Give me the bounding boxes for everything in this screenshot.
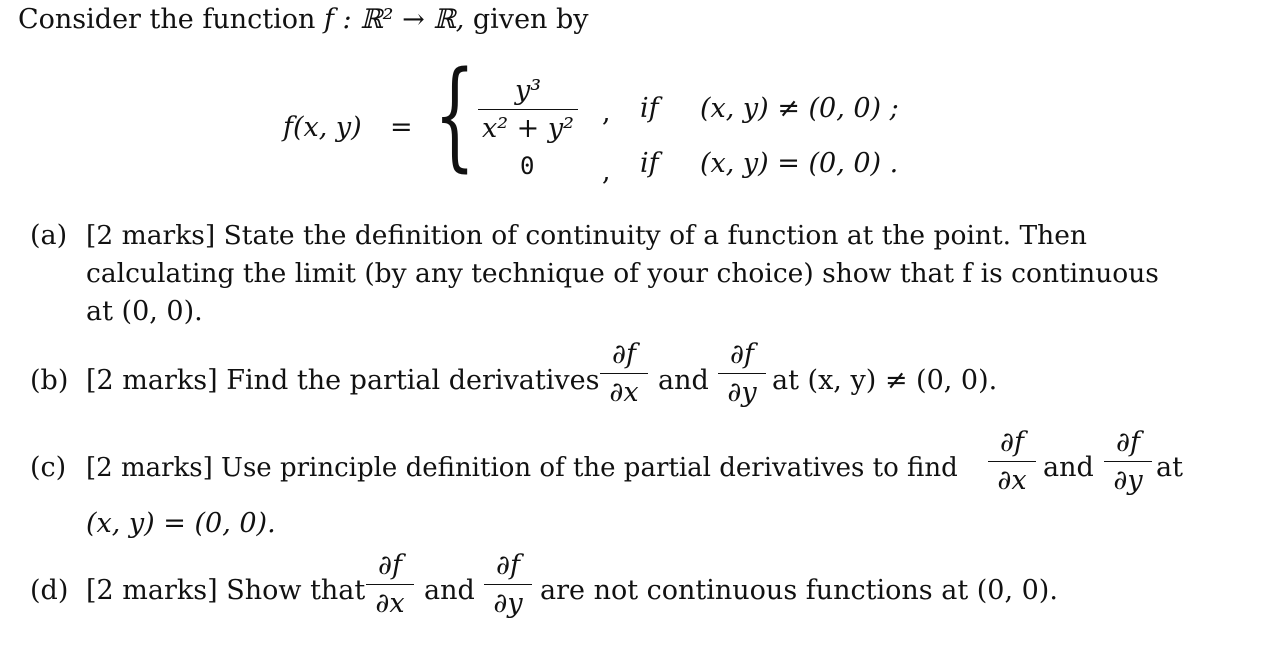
partial-df: ∂f	[378, 550, 402, 581]
fraction-bar	[600, 373, 648, 374]
case2-comma: ,	[602, 156, 611, 187]
case2-if: if	[640, 148, 659, 179]
partial-dx: ∂x	[997, 465, 1027, 496]
partial-df: ∂f	[1000, 427, 1024, 458]
part-c-line2: (x, y) = (0, 0).	[86, 508, 276, 539]
part-a-label: (a)	[30, 220, 68, 251]
case1-fraction	[478, 76, 578, 144]
partial-dy: ∂y	[727, 377, 757, 408]
part-d-label: (d)	[30, 575, 69, 606]
part-d-df-dx	[366, 551, 414, 619]
part-c-and: and	[1043, 452, 1094, 483]
case1-comma: ,	[602, 97, 611, 128]
intro-tail: given by	[472, 4, 589, 35]
part-b-text: [2 marks] Find the partial derivatives	[86, 365, 600, 396]
case2-value: 0	[520, 152, 535, 180]
definition-equals: =	[390, 112, 413, 143]
part-d-df-dy	[484, 551, 532, 619]
part-a-line3: at (0, 0).	[86, 296, 203, 327]
part-d-and: and	[424, 575, 475, 606]
part-c-df-dx	[988, 428, 1036, 496]
fraction-bar	[718, 373, 766, 374]
partial-df: ∂f	[1116, 427, 1140, 458]
fraction-bar	[1104, 461, 1152, 462]
intro-function: f : ℝ² → ℝ,	[323, 4, 465, 35]
part-b-df-dx	[600, 340, 648, 408]
fraction-bar	[478, 109, 578, 110]
part-a-line2: calculating the limit (by any technique of your choice) show that f is continuous	[86, 258, 1159, 289]
fraction-bar	[988, 461, 1036, 462]
partial-df: ∂f	[496, 550, 520, 581]
left-brace: {	[434, 45, 476, 183]
part-b-df-dy	[718, 340, 766, 408]
case1-numerator: y³	[514, 75, 542, 106]
partial-df: ∂f	[730, 339, 754, 370]
definition-lhs: f(x, y)	[283, 112, 362, 143]
part-c-at: at	[1156, 452, 1183, 483]
part-d-tail: are not continuous functions at (0, 0).	[540, 575, 1058, 606]
partial-dy: ∂y	[1113, 465, 1143, 496]
part-c-label: (c)	[30, 452, 67, 483]
part-d-text: [2 marks] Show that	[86, 575, 366, 606]
case1-if: if	[640, 93, 659, 124]
partial-df: ∂f	[612, 339, 636, 370]
partial-dy: ∂y	[493, 588, 523, 619]
part-b-label: (b)	[30, 365, 69, 396]
part-c-df-dy	[1104, 428, 1152, 496]
part-a-line1: [2 marks] State the definition of continuity of a function at the point. Then	[86, 220, 1087, 251]
fraction-bar	[366, 584, 414, 585]
part-b-tail: at (x, y) ≠ (0, 0).	[772, 365, 998, 396]
case1-condition: (x, y) ≠ (0, 0) ;	[700, 93, 899, 124]
intro-line	[18, 4, 589, 36]
part-c-text: [2 marks] Use principle definition of the partial derivatives to find	[86, 453, 958, 483]
partial-dx: ∂x	[375, 588, 405, 619]
part-b-and: and	[658, 365, 709, 396]
intro-text: Consider the function	[18, 4, 316, 35]
case1-denominator: x² + y²	[482, 113, 574, 144]
partial-dx: ∂x	[609, 377, 639, 408]
case2-condition: (x, y) = (0, 0) .	[700, 148, 899, 179]
fraction-bar	[484, 584, 532, 585]
